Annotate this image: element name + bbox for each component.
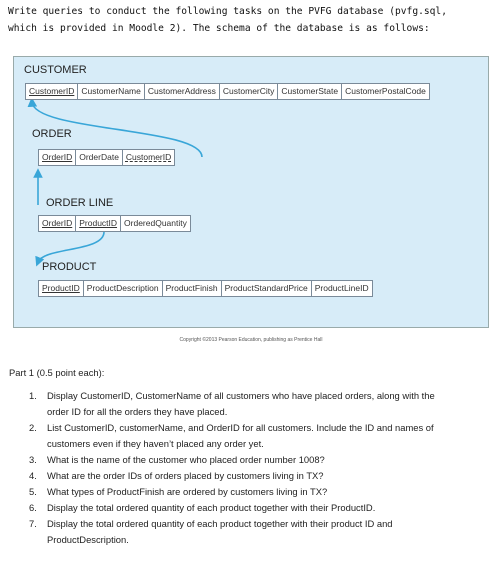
question-number: 3.	[29, 454, 37, 465]
intro-line-1: Write queries to conduct the following tasks on the PVFG database (pvfg.sql,	[8, 6, 447, 17]
orderline-field-quantity: OrderedQuantity	[124, 218, 187, 228]
diagram-footer	[13, 328, 489, 350]
customer-field-id: CustomerID	[26, 84, 78, 99]
question-text-line-2: customers even if they haven’t placed any order yet.	[47, 438, 264, 449]
order-field-customer-id: CustomerID	[125, 152, 172, 162]
question-number: 7.	[29, 518, 37, 529]
question-list	[29, 388, 489, 548]
question-text-line-1: Display the total ordered quantity of each product together with their ProductID.	[47, 502, 376, 513]
orderline-field-order-id: OrderID	[39, 216, 76, 231]
copyright-text: Copyright ©2013 Pearson Education, publishing as Prentice Hall	[179, 337, 323, 343]
question-text-line-1: What types of ProductFinish are ordered by customers living in TX?	[47, 486, 328, 497]
product-field-description: ProductDescription	[84, 281, 163, 296]
intro-line-2: which is provided in Moodle 2). The schema of the database is as follows:	[8, 23, 430, 34]
question-number: 1.	[29, 390, 37, 401]
connector-orderline-product	[38, 232, 104, 262]
product-field-line-id: ProductLineID	[314, 283, 369, 293]
question-text-line-1: What are the order IDs of orders placed by customers living in TX?	[47, 470, 324, 481]
question-item	[29, 420, 489, 452]
question-text-line-1: List CustomerID, customerName, and OrderID for all customers. Include the ID and names of	[47, 422, 434, 433]
question-number: 5.	[29, 486, 37, 497]
intro-text	[8, 3, 493, 37]
product-title: PRODUCT	[42, 261, 97, 273]
customer-field-city: CustomerCity	[220, 84, 278, 99]
orderline-title: ORDER LINE	[46, 197, 114, 209]
schema-diagram	[13, 56, 489, 328]
orderline-field-product-id: ProductID	[76, 216, 121, 231]
product-field-id: ProductID	[39, 281, 84, 296]
question-number: 4.	[29, 470, 37, 481]
customer-field-state: CustomerState	[278, 84, 342, 99]
question-text-line-2: order ID for all the orders they have placed.	[47, 406, 228, 417]
product-field-finish: ProductFinish	[163, 281, 222, 296]
question-text-line-1: What is the name of the customer who placed order number 1008?	[47, 454, 325, 465]
part-heading: Part 1 (0.5 point each):	[9, 367, 105, 378]
question-item	[29, 468, 489, 484]
orderline-fields	[38, 215, 191, 232]
order-fields	[38, 149, 175, 166]
question-item	[29, 500, 489, 516]
question-item	[29, 388, 489, 420]
customer-title: CUSTOMER	[24, 64, 87, 76]
question-item	[29, 484, 489, 500]
customer-field-address: CustomerAddress	[145, 84, 220, 99]
question-item	[29, 452, 489, 468]
question-text-line-1: Display the total ordered quantity of each product together with their product ID and	[47, 518, 393, 529]
question-number: 6.	[29, 502, 37, 513]
product-fields	[38, 280, 373, 297]
question-text-line-2: ProductDescription.	[47, 534, 129, 545]
order-field-date: OrderDate	[76, 150, 123, 165]
customer-field-postal: CustomerPostalCode	[345, 86, 426, 96]
product-field-price: ProductStandardPrice	[222, 281, 312, 296]
question-text-line-1: Display CustomerID, CustomerName of all customers who have placed orders, along with the	[47, 390, 435, 401]
order-title: ORDER	[32, 128, 72, 140]
order-field-id: OrderID	[39, 150, 76, 165]
question-item	[29, 516, 489, 548]
question-number: 2.	[29, 422, 37, 433]
customer-field-name: CustomerName	[78, 84, 145, 99]
customer-fields	[25, 83, 430, 100]
